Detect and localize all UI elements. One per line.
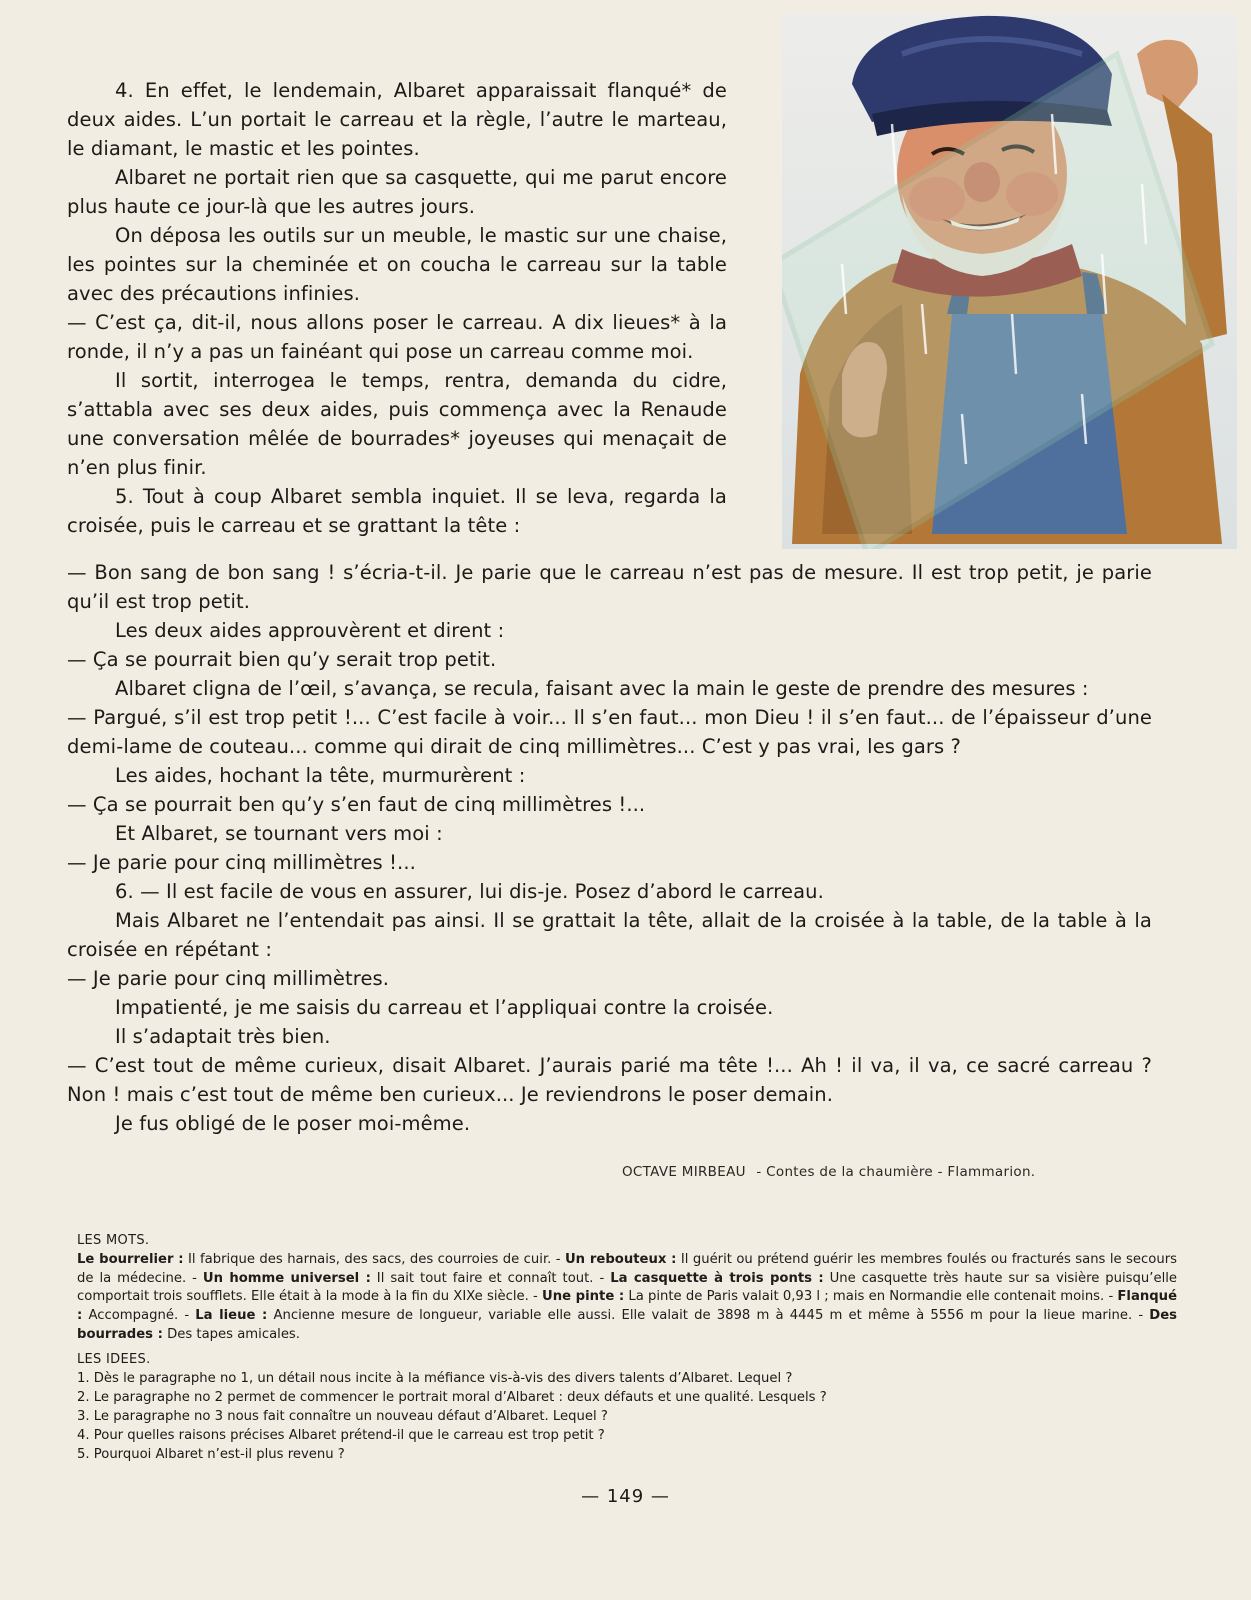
paragraph: On déposa les outils sur un meuble, le mastic sur une chaise, les pointes sur la cheminée et on coucha le carreau sur la table avec des précautions infinies.: [67, 224, 727, 305]
paragraph: — Bon sang de bon sang ! s’écria-t-il. Je parie que le carreau n’est pas de mesure. Il est trop petit, je parie qu’il est trop petit.: [67, 561, 1152, 613]
glossary-entries: [77, 1251, 1177, 1345]
paragraph: Les aides, hochant la tête, murmurèrent :: [115, 764, 526, 787]
glossary-section: [77, 1232, 1177, 1345]
glossary-definition: La pinte de Paris valait 0,93 l ; mais en Normandie elle contenait moins. -: [624, 1289, 1118, 1305]
paragraph: Mais Albaret ne l’entendait pas ainsi. Il se grattait la tête, allait de la croisée à la table, de la table à la croisée en répétant :: [67, 909, 1152, 961]
paragraph: Il sortit, interrogea le temps, rentra, demanda du cidre, s’attabla avec ses deux aides, puis commença avec la Renaude une conversation mêlée de bourrades* joyeuses qui menaçait de n’en plus finir.: [67, 369, 727, 479]
paragraph: 4. En effet, le lendemain, Albaret apparaissait flanqué* de deux aides. L’un portait le carreau et la règle, l’autre le marteau, le diamant, le mastic et les pointes.: [67, 79, 727, 160]
glossary-term: La casquette à trois ponts :: [610, 1270, 824, 1286]
paragraph: Et Albaret, se tournant vers moi :: [115, 822, 443, 845]
glossary-definition: Ancienne mesure de longueur, variable elle aussi. Elle valait de 3898 m à 4445 m et même à 5556 m pour la lieue marine. -: [267, 1308, 1150, 1324]
paragraph: 6. — Il est facile de vous en assurer, lui dis-je. Posez d’abord le carreau.: [115, 880, 824, 903]
ideas-list: [77, 1369, 1177, 1464]
glossary-definition: Une casquette très haute sur sa visière puisqu’elle comportait trois soufflets. Elle était à la mode à la fin du XIXe siècle. -: [77, 1270, 1178, 1305]
question-item: 4. Pour quelles raisons précises Albaret prétend-il que le carreau est trop petit ?: [77, 1428, 605, 1443]
glossary-definition: Il guérit ou prétend guérir les membres foulés ou fracturés sans le secours de la médecine. -: [77, 1251, 1177, 1286]
paragraph: — C’est tout de même curieux, disait Albaret. J’aurais parié ma tête !... Ah ! il va, il va, ce sacré carreau ? Non ! mais c’est tout de même ben curieux... Je reviendrons le poser demain.: [67, 1054, 1152, 1106]
source-author: OCTAVE MIRBEAU: [622, 1164, 746, 1180]
paragraph: — Je parie pour cinq millimètres.: [67, 967, 390, 990]
ideas-title: LES IDEES.: [77, 1352, 151, 1367]
albaret-illustration: [782, 14, 1237, 549]
question-item: 1. Dès le paragraphe no 1, un détail nous incite à la méfiance vis-à-vis des divers talents d’Albaret. Lequel ?: [77, 1371, 793, 1386]
paragraph: — Je parie pour cinq millimètres !...: [67, 851, 416, 874]
narrative-bottom: [67, 558, 1152, 1138]
paragraph: — Pargué, s’il est trop petit !... C’est facile à voir... Il s’en faut... mon Dieu ! il s’en faut... de l’épaisseur d’une demi-lame de couteau... comme qui dirait de cinq millimètres... C’est y pas vrai, les gars ?: [67, 706, 1152, 758]
glossary-term: Un rebouteux :: [564, 1251, 677, 1267]
glossary-term: Un homme universel :: [202, 1270, 371, 1286]
glossary-body: [77, 1251, 1177, 1345]
paragraph: Les deux aides approuvèrent et dirent :: [115, 619, 505, 642]
paragraph: Il s’adaptait très bien.: [115, 1025, 331, 1048]
glossary-definition: Des tapes amicales.: [162, 1326, 300, 1342]
paragraph: Albaret cligna de l’œil, s’avança, se recula, faisant avec la main le geste de prendre des mesures :: [115, 677, 1089, 700]
glossary-definition: Il fabrique des harnais, des sacs, des courroies de cuir. -: [183, 1251, 565, 1267]
glossary-term: La lieue :: [195, 1308, 268, 1324]
narrative-top: [67, 76, 727, 540]
source-work: - Contes de la chaumière - Flammarion.: [756, 1164, 1036, 1180]
paragraph: — Ça se pourrait ben qu’y s’en faut de cinq millimètres !...: [67, 793, 646, 816]
paragraph: Albaret ne portait rien que sa casquette, qui me parut encore plus haute ce jour-là que les autres jours.: [67, 166, 727, 218]
glossary-definition: Accompagné. -: [82, 1308, 196, 1324]
source-citation: [622, 1164, 1035, 1180]
glossary-term: Des bourrades :: [77, 1308, 1178, 1342]
paragraph: Impatienté, je me saisis du carreau et l’appliquai contre la croisée.: [115, 996, 774, 1019]
paragraph: 5. Tout à coup Albaret sembla inquiet. Il se leva, regarda la croisée, puis le carreau et se grattant la tête :: [67, 485, 727, 537]
page-number: — 149 —: [581, 1486, 670, 1507]
glossary-term: Le bourrelier :: [77, 1251, 184, 1267]
paragraph: Je fus obligé de le poser moi-même.: [115, 1112, 471, 1135]
glossary-term: Une pinte :: [542, 1289, 625, 1305]
paragraph: — C’est ça, dit-il, nous allons poser le carreau. A dix lieues* à la ronde, il n’y a pas un fainéant qui pose un carreau comme moi.: [67, 311, 727, 363]
paragraph: — Ça se pourrait bien qu’y serait trop petit.: [67, 648, 497, 671]
glossary-term: Flanqué :: [77, 1289, 1178, 1324]
question-item: 5. Pourquoi Albaret n’est-il plus revenu ?: [77, 1447, 345, 1462]
question-item: 2. Le paragraphe no 2 permet de commencer le portrait moral d’Albaret : deux défauts et une qualité. Lesquels ?: [77, 1390, 827, 1405]
ideas-section: [77, 1350, 1177, 1464]
glossary-title: LES MOTS.: [77, 1233, 150, 1248]
question-item: 3. Le paragraphe no 3 nous fait connaître un nouveau défaut d’Albaret. Lequel ?: [77, 1409, 608, 1424]
glossary-definition: Il sait tout faire et connaît tout. -: [370, 1270, 611, 1286]
